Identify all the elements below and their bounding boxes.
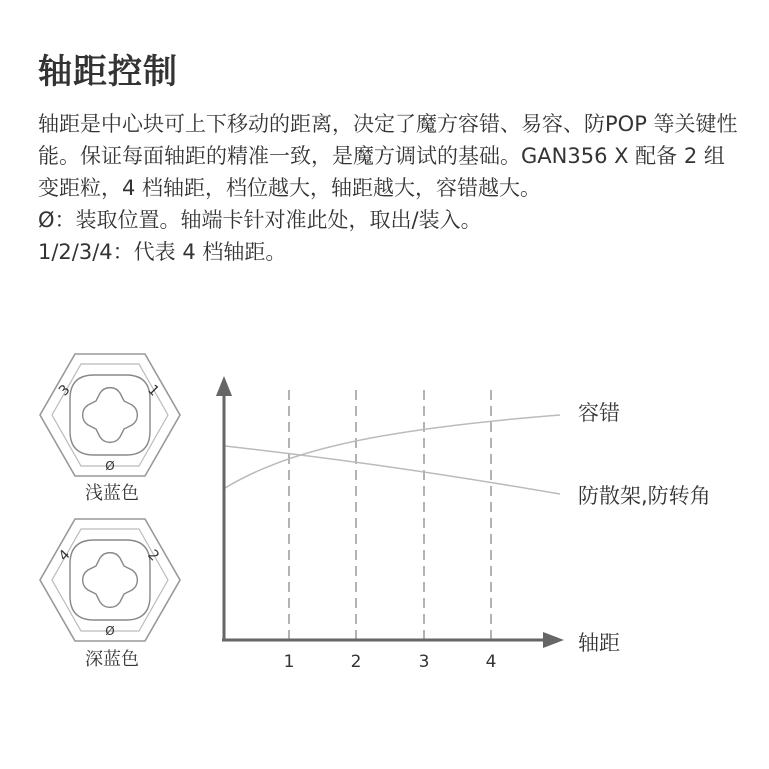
series-line-anti-pop bbox=[225, 446, 560, 494]
spacer-clover-shape bbox=[83, 553, 138, 608]
x-axis-arrow bbox=[543, 632, 564, 648]
spacer-label-light-blue: 浅蓝色 bbox=[85, 483, 139, 504]
trend-chart bbox=[216, 376, 711, 672]
x-axis-label: 轴距 bbox=[578, 631, 620, 655]
tick-label-3: 3 bbox=[418, 652, 430, 672]
spacer-light-blue bbox=[40, 354, 180, 476]
page-title: 轴距控制 bbox=[38, 52, 178, 92]
y-axis-arrow bbox=[216, 376, 232, 396]
tick-gridlines bbox=[289, 390, 491, 640]
spacer-mark-bottom: Ø bbox=[105, 624, 115, 638]
spacer-mark-left: 3 bbox=[55, 381, 74, 400]
spacer-mark-left: 4 bbox=[55, 546, 74, 565]
tick-label-1: 1 bbox=[283, 652, 295, 672]
spacer-clover-shape bbox=[83, 388, 138, 443]
description-paragraph: 轴距是中心块可上下移动的距离，决定了魔方容错、易容、防POP 等关键性能。保证每面轴距的精准一致，是魔方调试的基础。GAN356 X 配备 2 组变距粒，4 档轴距，档位越大，轴距越大，容错越大。 bbox=[38, 112, 738, 200]
spacer-mark-bottom: Ø bbox=[105, 459, 115, 473]
tick-label-2: 2 bbox=[350, 652, 362, 672]
series-label-anti-pop: 防散架,防转角 bbox=[578, 484, 711, 508]
spacer-outer-hexagon bbox=[40, 354, 180, 476]
levels-note: 1/2/3/4：代表 4 档轴距。 bbox=[38, 240, 287, 264]
axis-distance-figure bbox=[0, 340, 769, 690]
description bbox=[38, 108, 738, 268]
spacer-dark-blue bbox=[40, 519, 180, 641]
spacer-outer-hexagon bbox=[40, 519, 180, 641]
spacer-mark-right: 1 bbox=[144, 381, 163, 400]
spacer-mark-right: 2 bbox=[144, 546, 163, 565]
tick-label-4: 4 bbox=[485, 652, 497, 672]
spacer-label-dark-blue: 深蓝色 bbox=[85, 649, 139, 670]
series-label-tolerance: 容错 bbox=[578, 401, 620, 425]
install-note: Ø：装取位置。轴端卡针对准此处，取出/装入。 bbox=[38, 208, 482, 232]
